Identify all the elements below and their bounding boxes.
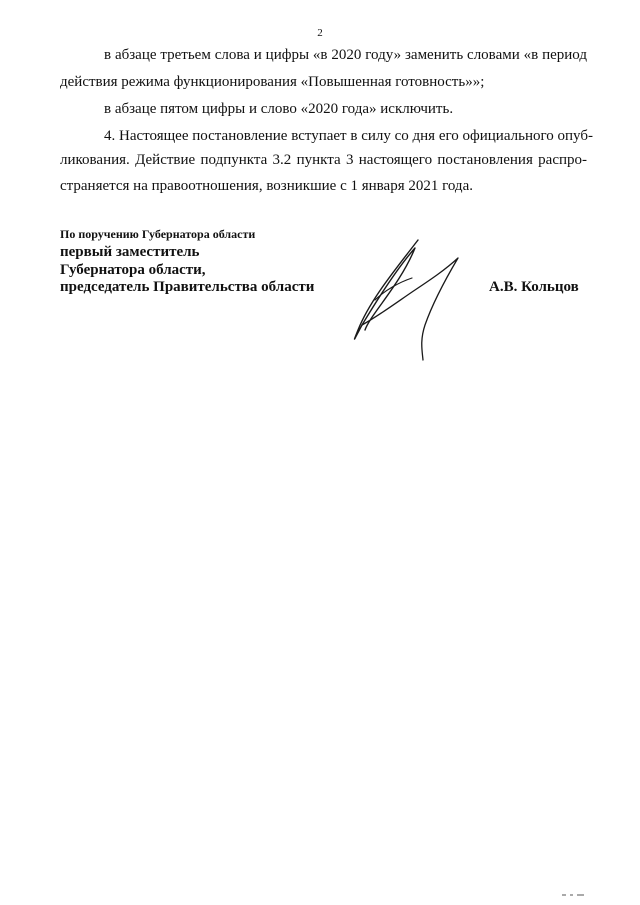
signature-by-order: По поручению Губернатора области xyxy=(60,227,256,241)
signer-title-line: председатель Правительства области xyxy=(60,279,315,295)
scan-mark xyxy=(560,893,590,897)
paragraph-line: в абзаце третьем слова и цифры «в 2020 году» заменить словами «в период xyxy=(104,47,587,63)
signer-title-line: первый заместитель xyxy=(60,244,200,260)
paragraph-line: в абзаце пятом цифры и слово «2020 года» исключить. xyxy=(104,101,454,117)
paragraph-line: ликования. Действие подпункта 3.2 пункта 3 настоящего постановления распро- xyxy=(60,152,587,168)
signer-title-line: Губернатора области, xyxy=(60,262,206,278)
page-number: 2 xyxy=(317,27,323,39)
paragraph-line: 4. Настоящее постановление вступает в силу со дня его официального опуб- xyxy=(104,128,593,144)
paragraph-line: страняется на правоотношения, возникшие с 1 января 2021 года. xyxy=(60,178,473,194)
signer-name: А.В. Кольцов xyxy=(489,279,579,295)
paragraph-line: действия режима функционирования «Повышенная готовность»»; xyxy=(60,74,485,90)
handwritten-signature xyxy=(340,230,480,370)
